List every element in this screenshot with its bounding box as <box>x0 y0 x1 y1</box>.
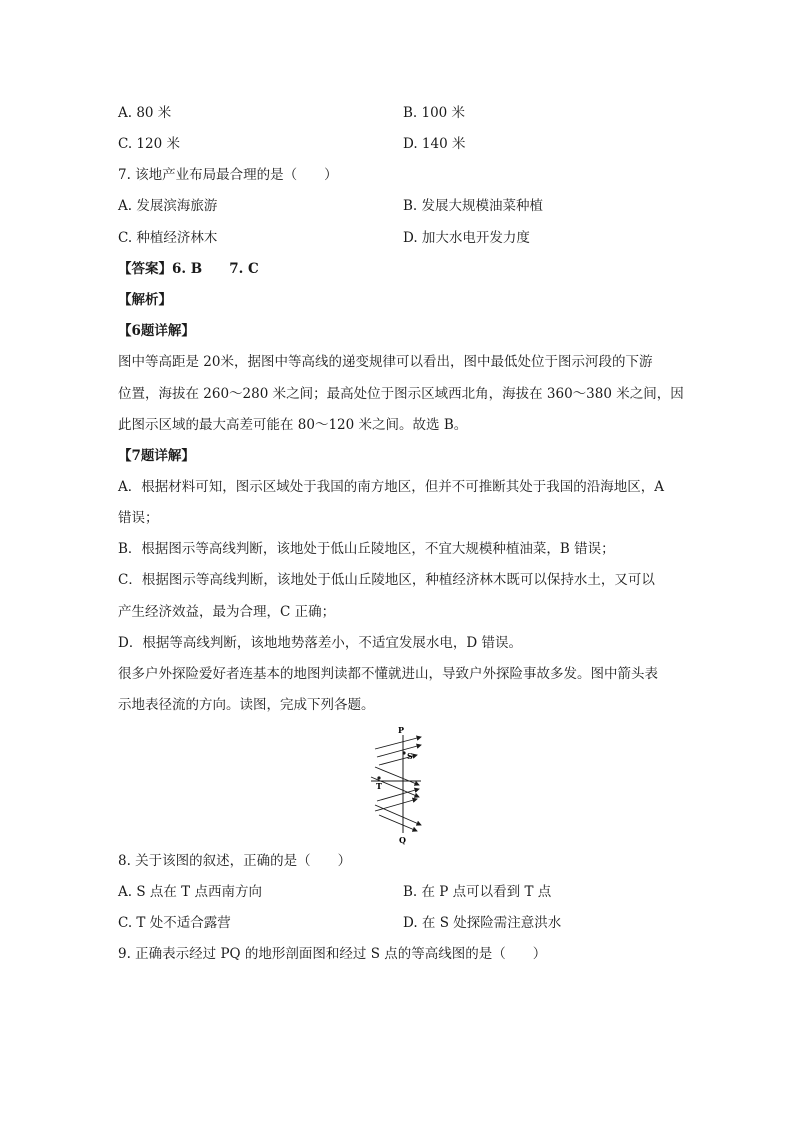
q7-detail-line: A．根据材料可知，图示区域处于我国的南方地区，但并不可推断其处于我国的沿海地区，A <box>118 479 664 495</box>
q7-detail-line: 产生经济效益，最为合理，C 正确； <box>118 604 336 620</box>
runoff-arrow <box>375 799 417 811</box>
q6-detail-line: 位置，海拔在 260～280 米之间；最高处位于图示区域西北角，海拔在 360～380 米之间，因 <box>118 386 684 402</box>
q9-stem: 9. 正确表示经过 PQ 的地形剖面图和经过 S 点的等高线图的是（ ） <box>118 946 547 962</box>
intro-line: 很多户外探险爱好者连基本的地图判读都不懂就进山，导致户外探险事故多发。图中箭头表 <box>118 666 658 682</box>
q8-option-b: B. 在 P 点可以看到 T 点 <box>403 884 552 900</box>
q7-detail-line: B．根据图示等高线判断，该地处于低山丘陵地区，不宜大规模种植油菜，B 错误； <box>118 541 615 557</box>
point-s-marker <box>402 751 405 754</box>
q7-detail-line: 错误； <box>118 510 159 526</box>
q7-detail-heading: 【7题详解】 <box>118 448 195 464</box>
runoff-arrow <box>377 789 419 801</box>
label-q: Q <box>399 835 406 845</box>
q7-option-c: C. 种植经济林木 <box>118 230 218 246</box>
q7-stem: 7. 该地产业布局最合理的是（ ） <box>118 167 338 183</box>
q6-option-a: A. 80 米 <box>118 105 172 121</box>
runoff-arrow <box>379 815 417 831</box>
q6-option-c: C. 120 米 <box>118 136 180 152</box>
q6-detail-heading: 【6题详解】 <box>118 323 195 339</box>
q6-detail-line: 此图示区域的最大高差可能在 80～120 米之间。故选 B。 <box>118 417 468 433</box>
label-s: S <box>407 751 413 761</box>
q6-option-b: B. 100 米 <box>403 105 466 121</box>
q6-detail-line: 图中等高距是 20米，据图中等高线的递变规律可以看出，图中最低处位于图示河段的下游 <box>118 354 653 370</box>
q8-stem: 8. 关于该图的叙述，正确的是（ ） <box>118 853 352 869</box>
point-t-marker <box>377 776 380 779</box>
analysis-heading: 【解析】 <box>118 292 172 308</box>
q8-option-a: A. S 点在 T 点西南方向 <box>118 884 262 900</box>
q7-option-d: D. 加大水电开发力度 <box>403 230 530 246</box>
q7-detail-line: D．根据等高线判断，该地地势落差小，不适宜发展水电，D 错误。 <box>118 635 522 651</box>
runoff-arrow <box>375 805 421 825</box>
runoff-diagram <box>365 725 445 847</box>
q8-option-d: D. 在 S 处探险需注意洪水 <box>403 915 562 931</box>
q7-option-a: A. 发展滨海旅游 <box>118 198 218 214</box>
q7-detail-line: C．根据图示等高线判断，该地处于低山丘陵地区，种植经济林木既可以保持水土，又可以 <box>118 572 655 588</box>
label-p: P <box>398 725 405 735</box>
q8-option-c: C. T 处不适合露营 <box>118 915 231 931</box>
q6-option-d: D. 140 米 <box>403 136 466 152</box>
q7-option-b: B. 发展大规模油菜种植 <box>403 198 544 214</box>
answer-line: 【答案】6. B 7. C <box>118 261 259 277</box>
intro-line: 示地表径流的方向。读图，完成下列各题。 <box>118 697 375 713</box>
label-t: T <box>376 781 382 791</box>
